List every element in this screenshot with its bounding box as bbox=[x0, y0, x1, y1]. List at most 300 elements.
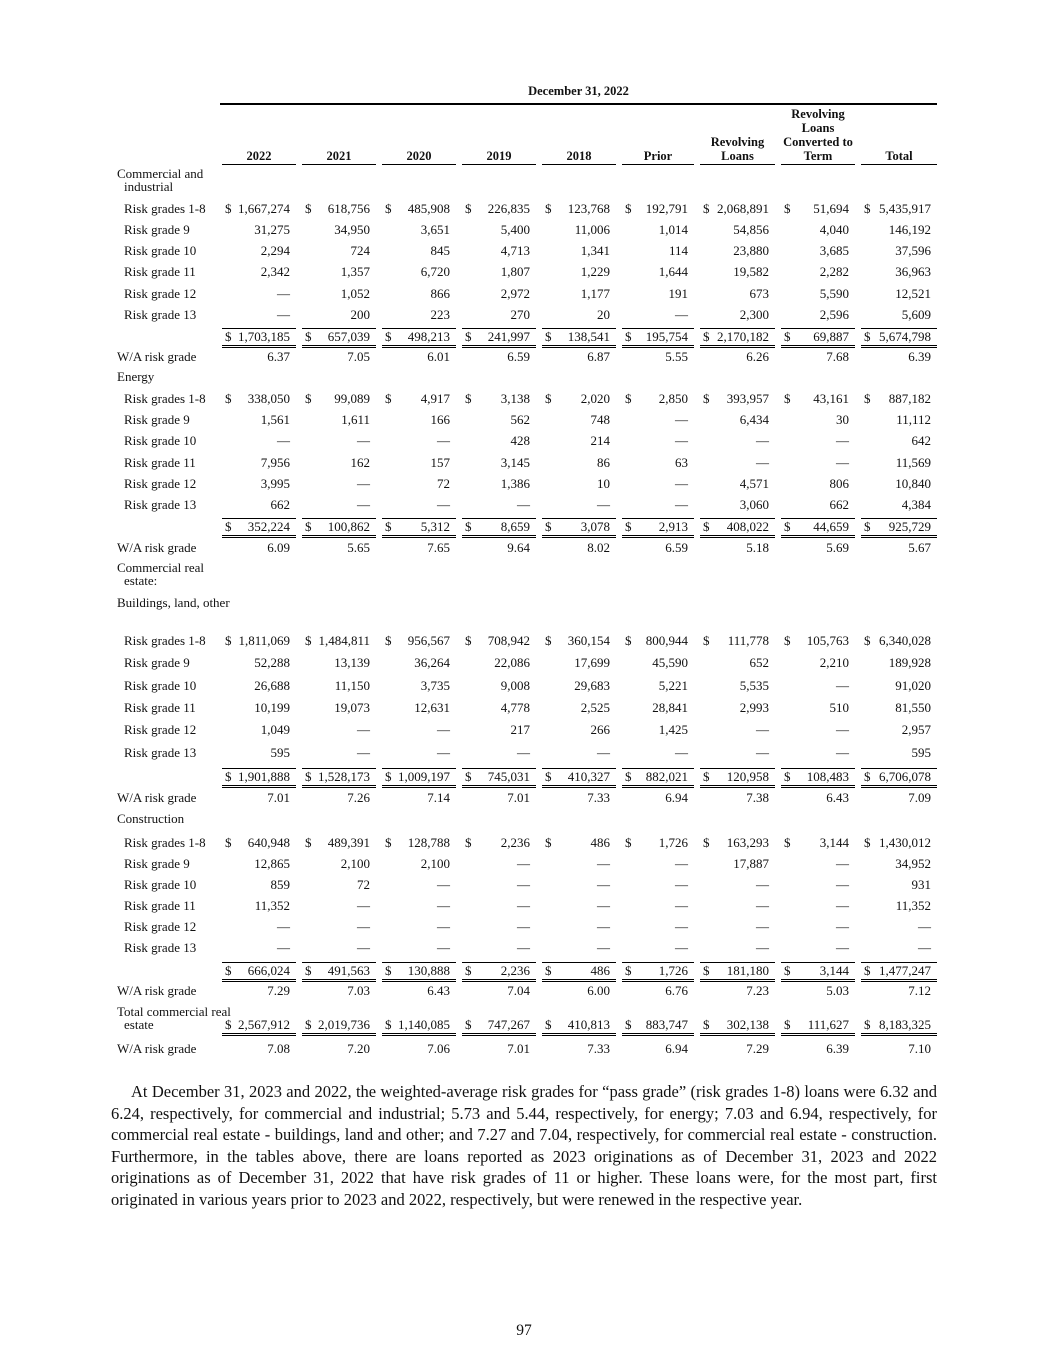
table-cell bbox=[622, 286, 694, 302]
table-cell bbox=[302, 328, 376, 348]
dollar-sign: $ bbox=[225, 963, 232, 978]
cell-value: 7.01 bbox=[507, 1041, 530, 1056]
table-cell bbox=[462, 790, 536, 806]
table-cell bbox=[700, 678, 775, 694]
dollar-sign: $ bbox=[703, 201, 710, 216]
cell-value: — bbox=[517, 919, 530, 934]
cell-value: — bbox=[675, 433, 688, 448]
cell-value: — bbox=[437, 745, 450, 760]
cell-value: 2,210 bbox=[819, 655, 849, 670]
table-cell bbox=[382, 497, 456, 513]
table-cell bbox=[302, 919, 376, 935]
table-cell bbox=[700, 1041, 775, 1057]
table-cell bbox=[222, 518, 296, 538]
cell-value: 7.08 bbox=[267, 1041, 290, 1056]
cell-value: 1,009,197 bbox=[398, 769, 450, 784]
cell-value: — bbox=[756, 940, 769, 955]
cell-value: — bbox=[675, 497, 688, 512]
dollar-sign: $ bbox=[784, 769, 791, 784]
table-cell bbox=[700, 243, 775, 259]
cell-value: — bbox=[357, 722, 370, 737]
dollar-sign: $ bbox=[864, 391, 871, 406]
table-cell bbox=[700, 745, 775, 761]
table-cell bbox=[462, 700, 536, 716]
cell-value: 5.18 bbox=[746, 540, 769, 555]
table-cell bbox=[861, 700, 937, 716]
table-cell bbox=[700, 201, 775, 217]
table-cell bbox=[542, 940, 616, 956]
table-cell bbox=[781, 1017, 855, 1036]
cell-value: 2,850 bbox=[658, 391, 688, 406]
row-label: Risk grade 11 bbox=[124, 455, 196, 470]
dollar-sign: $ bbox=[545, 329, 552, 344]
cell-value: 17,887 bbox=[733, 856, 769, 871]
table-cell bbox=[781, 983, 855, 999]
table-cell bbox=[781, 1041, 855, 1057]
cell-value: 2,294 bbox=[260, 243, 290, 258]
table-cell bbox=[700, 877, 775, 893]
cell-value: 6.00 bbox=[587, 983, 610, 998]
cell-value: 44,659 bbox=[813, 519, 849, 534]
cell-value: 192,791 bbox=[645, 201, 688, 216]
table-cell bbox=[861, 835, 937, 851]
table-cell bbox=[462, 962, 536, 982]
cell-value: 6,720 bbox=[420, 264, 450, 279]
cell-value: — bbox=[517, 497, 530, 512]
dollar-sign: $ bbox=[385, 769, 392, 784]
table-cell bbox=[861, 476, 937, 492]
cell-value: 1,052 bbox=[340, 286, 370, 301]
row-label: Construction bbox=[117, 811, 185, 826]
cell-value: 2,068,891 bbox=[717, 201, 769, 216]
cell-value: 114 bbox=[668, 243, 688, 258]
cell-value: 17,699 bbox=[574, 655, 610, 670]
table-cell bbox=[542, 745, 616, 761]
dollar-sign: $ bbox=[465, 633, 472, 648]
table-cell bbox=[622, 518, 694, 538]
table-cell bbox=[622, 201, 694, 217]
dollar-sign: $ bbox=[305, 329, 312, 344]
table-cell bbox=[861, 307, 937, 323]
table-cell bbox=[781, 835, 855, 851]
cell-value: — bbox=[756, 722, 769, 737]
cell-value: 30 bbox=[836, 412, 849, 427]
cell-value: 8.02 bbox=[587, 540, 610, 555]
table-cell bbox=[542, 243, 616, 259]
cell-value: 7.14 bbox=[427, 790, 450, 805]
table-cell bbox=[542, 983, 616, 999]
cell-value: 5.67 bbox=[908, 540, 931, 555]
cell-value: 595 bbox=[911, 745, 931, 760]
cell-value: 302,138 bbox=[726, 1017, 769, 1032]
table-cell bbox=[462, 1017, 536, 1036]
column-header-label: Prior bbox=[622, 149, 694, 165]
cell-value: 99,089 bbox=[334, 391, 370, 406]
cell-value: 26,688 bbox=[254, 678, 290, 693]
cell-value: 595 bbox=[270, 745, 290, 760]
cell-value: — bbox=[836, 940, 849, 955]
row-label: Commercial and industrial bbox=[117, 166, 204, 194]
dollar-sign: $ bbox=[864, 633, 871, 648]
table-cell bbox=[542, 1017, 616, 1036]
dollar-sign: $ bbox=[225, 519, 232, 534]
cell-value: 883,747 bbox=[645, 1017, 688, 1032]
table-cell bbox=[781, 476, 855, 492]
cell-value: — bbox=[836, 877, 849, 892]
table-cell bbox=[700, 1017, 775, 1036]
cell-value: — bbox=[756, 877, 769, 892]
dollar-sign: $ bbox=[625, 391, 632, 406]
table-cell bbox=[781, 856, 855, 872]
cell-value: 666,024 bbox=[247, 963, 290, 978]
cell-value: 91,020 bbox=[895, 678, 931, 693]
cell-value: 925,729 bbox=[888, 519, 931, 534]
table-cell bbox=[382, 898, 456, 914]
cell-value: — bbox=[836, 919, 849, 934]
row-label: Risk grade 9 bbox=[124, 655, 190, 670]
cell-value: 2,236 bbox=[500, 963, 530, 978]
dollar-sign: $ bbox=[465, 835, 472, 850]
table-cell bbox=[622, 1017, 694, 1036]
table-cell bbox=[462, 678, 536, 694]
dollar-sign: $ bbox=[465, 201, 472, 216]
dollar-sign: $ bbox=[625, 769, 632, 784]
table-cell bbox=[222, 700, 296, 716]
cell-value: 6.76 bbox=[665, 983, 688, 998]
table-cell bbox=[700, 455, 775, 471]
cell-value: 191 bbox=[668, 286, 688, 301]
table-cell bbox=[462, 745, 536, 761]
table-cell bbox=[781, 678, 855, 694]
cell-value: 29,683 bbox=[574, 678, 610, 693]
table-cell bbox=[622, 919, 694, 935]
cell-value: 3,685 bbox=[819, 243, 849, 258]
table-cell bbox=[382, 633, 456, 649]
dollar-sign: $ bbox=[305, 835, 312, 850]
table-cell bbox=[382, 518, 456, 538]
table-cell bbox=[542, 455, 616, 471]
row-label: W/A risk grade bbox=[117, 983, 197, 998]
cell-value: 4,917 bbox=[420, 391, 450, 406]
table-cell bbox=[542, 655, 616, 671]
dollar-sign: $ bbox=[225, 769, 232, 784]
cell-value: 128,788 bbox=[407, 835, 450, 850]
cell-value: 7,956 bbox=[260, 455, 290, 470]
cell-value: 4,040 bbox=[819, 222, 849, 237]
cell-value: 2,913 bbox=[658, 519, 688, 534]
row-label: Risk grades 1-8 bbox=[124, 835, 206, 850]
table-cell bbox=[622, 790, 694, 806]
table-cell bbox=[542, 700, 616, 716]
cell-value: 640,948 bbox=[247, 835, 290, 850]
cell-value: 931 bbox=[911, 877, 931, 892]
table-cell bbox=[861, 919, 937, 935]
row-label: W/A risk grade bbox=[117, 349, 197, 364]
table-cell bbox=[462, 655, 536, 671]
cell-value: 166 bbox=[430, 412, 450, 427]
table-cell bbox=[542, 722, 616, 738]
cell-value: 662 bbox=[270, 497, 290, 512]
cell-value: 6.59 bbox=[507, 349, 530, 364]
cell-value: 748 bbox=[590, 412, 610, 427]
table-cell bbox=[622, 983, 694, 999]
table-cell bbox=[700, 768, 775, 788]
table-cell bbox=[222, 286, 296, 302]
cell-value: 189,928 bbox=[888, 655, 931, 670]
table-cell bbox=[622, 243, 694, 259]
cell-value: 123,768 bbox=[567, 201, 610, 216]
row-label: Risk grade 13 bbox=[124, 307, 197, 322]
table-cell bbox=[382, 877, 456, 893]
cell-value: 7.23 bbox=[746, 983, 769, 998]
cell-value: — bbox=[756, 745, 769, 760]
cell-value: 2,525 bbox=[580, 700, 610, 715]
dollar-sign: $ bbox=[385, 329, 392, 344]
table-cell bbox=[542, 678, 616, 694]
table-cell bbox=[222, 540, 296, 556]
cell-value: 270 bbox=[510, 307, 530, 322]
cell-value: 241,997 bbox=[487, 329, 530, 344]
cell-value: 6.43 bbox=[427, 983, 450, 998]
cell-value: 146,192 bbox=[888, 222, 931, 237]
dollar-sign: $ bbox=[625, 835, 632, 850]
cell-value: 3,651 bbox=[420, 222, 450, 237]
column-header bbox=[222, 105, 296, 165]
table-cell bbox=[302, 768, 376, 788]
table-cell bbox=[542, 412, 616, 428]
dollar-sign: $ bbox=[545, 519, 552, 534]
table-cell bbox=[462, 877, 536, 893]
cell-value: 162 bbox=[350, 455, 370, 470]
table-cell bbox=[222, 349, 296, 365]
cell-value: 2,282 bbox=[819, 264, 849, 279]
table-cell bbox=[861, 391, 937, 407]
table-cell bbox=[302, 790, 376, 806]
cell-value: — bbox=[517, 940, 530, 955]
dollar-sign: $ bbox=[545, 633, 552, 648]
table-cell bbox=[622, 700, 694, 716]
dollar-sign: $ bbox=[784, 201, 791, 216]
table-cell bbox=[382, 700, 456, 716]
cell-value: 7.33 bbox=[587, 1041, 610, 1056]
table-cell bbox=[861, 433, 937, 449]
table-cell bbox=[622, 962, 694, 982]
table-cell bbox=[462, 540, 536, 556]
table-cell bbox=[382, 655, 456, 671]
table-cell bbox=[861, 243, 937, 259]
cell-value: 882,021 bbox=[645, 769, 688, 784]
cell-value: 1,807 bbox=[500, 264, 530, 279]
cell-value: 5,590 bbox=[819, 286, 849, 301]
cell-value: 5,435,917 bbox=[879, 201, 931, 216]
table-cell bbox=[222, 722, 296, 738]
table-cell bbox=[542, 497, 616, 513]
cell-value: 5.69 bbox=[826, 540, 849, 555]
cell-value: 28,841 bbox=[652, 700, 688, 715]
table-cell bbox=[302, 678, 376, 694]
cell-value: — bbox=[836, 678, 849, 693]
table-cell bbox=[781, 655, 855, 671]
table-cell bbox=[302, 940, 376, 956]
cell-value: 485,908 bbox=[407, 201, 450, 216]
cell-value: 800,944 bbox=[645, 633, 688, 648]
cell-value: — bbox=[836, 722, 849, 737]
cell-value: 6.01 bbox=[427, 349, 450, 364]
cell-value: 63 bbox=[675, 455, 688, 470]
table-cell bbox=[302, 1017, 376, 1036]
cell-value: 4,384 bbox=[901, 497, 931, 512]
cell-value: 1,425 bbox=[658, 722, 688, 737]
cell-value: 163,293 bbox=[726, 835, 769, 850]
cell-value: 618,756 bbox=[327, 201, 370, 216]
table-cell bbox=[781, 940, 855, 956]
cell-value: 81,550 bbox=[895, 700, 931, 715]
table-cell bbox=[302, 1041, 376, 1057]
cell-value: 45,590 bbox=[652, 655, 688, 670]
table-cell bbox=[622, 856, 694, 872]
table-cell bbox=[861, 940, 937, 956]
table-cell bbox=[700, 286, 775, 302]
cell-value: — bbox=[675, 476, 688, 491]
table-cell bbox=[222, 655, 296, 671]
table-cell bbox=[382, 1041, 456, 1057]
table-cell bbox=[861, 264, 937, 280]
cell-value: — bbox=[517, 898, 530, 913]
cell-value: 1,811,069 bbox=[238, 633, 290, 648]
dollar-sign: $ bbox=[864, 835, 871, 850]
cell-value: 7.68 bbox=[826, 349, 849, 364]
cell-value: 956,567 bbox=[407, 633, 450, 648]
cell-value: — bbox=[357, 433, 370, 448]
column-header bbox=[861, 105, 937, 165]
column-header-label: Revolving Loans Converted to Term bbox=[781, 107, 855, 165]
table-cell bbox=[781, 722, 855, 738]
table-cell bbox=[302, 898, 376, 914]
table-cell bbox=[302, 497, 376, 513]
dollar-sign: $ bbox=[305, 963, 312, 978]
table-cell bbox=[382, 983, 456, 999]
table-cell bbox=[222, 962, 296, 982]
dollar-sign: $ bbox=[703, 769, 710, 784]
cell-value: — bbox=[437, 940, 450, 955]
table-cell bbox=[222, 497, 296, 513]
table-cell bbox=[861, 962, 937, 982]
table-cell bbox=[622, 768, 694, 788]
column-header-label: Revolving Loans bbox=[700, 135, 775, 165]
table-cell bbox=[781, 222, 855, 238]
dollar-sign: $ bbox=[305, 1017, 312, 1032]
dollar-sign: $ bbox=[625, 519, 632, 534]
table-cell bbox=[462, 856, 536, 872]
cell-value: 2,170,182 bbox=[717, 329, 769, 344]
table-cell bbox=[861, 722, 937, 738]
cell-value: 19,073 bbox=[334, 700, 370, 715]
cell-value: — bbox=[597, 497, 610, 512]
dollar-sign: $ bbox=[545, 963, 552, 978]
table-cell bbox=[781, 540, 855, 556]
table-cell bbox=[861, 983, 937, 999]
cell-value: 5.65 bbox=[347, 540, 370, 555]
row-label: Risk grade 13 bbox=[124, 745, 197, 760]
dollar-sign: $ bbox=[385, 201, 392, 216]
row-label: Risk grade 11 bbox=[124, 898, 196, 913]
dollar-sign: $ bbox=[784, 633, 791, 648]
table-cell bbox=[622, 222, 694, 238]
table-cell bbox=[382, 790, 456, 806]
table-cell bbox=[700, 476, 775, 492]
cell-value: 6.39 bbox=[826, 1041, 849, 1056]
cell-value: 5.03 bbox=[826, 983, 849, 998]
cell-value: — bbox=[277, 433, 290, 448]
cell-value: — bbox=[836, 898, 849, 913]
table-cell bbox=[222, 264, 296, 280]
table-cell bbox=[302, 540, 376, 556]
cell-value: 2,236 bbox=[500, 835, 530, 850]
cell-value: 200 bbox=[350, 307, 370, 322]
cell-value: 2,567,912 bbox=[238, 1017, 290, 1032]
row-label: Risk grades 1-8 bbox=[124, 201, 206, 216]
cell-value: 486 bbox=[590, 963, 610, 978]
cell-value: 13,139 bbox=[334, 655, 370, 670]
table-cell bbox=[622, 655, 694, 671]
table-cell bbox=[861, 286, 937, 302]
cell-value: — bbox=[437, 433, 450, 448]
cell-value: 1,049 bbox=[260, 722, 290, 737]
table-cell bbox=[542, 633, 616, 649]
cell-value: 22,086 bbox=[494, 655, 530, 670]
table-cell bbox=[700, 856, 775, 872]
dollar-sign: $ bbox=[703, 835, 710, 850]
table-cell bbox=[302, 412, 376, 428]
table-cell bbox=[462, 264, 536, 280]
cell-value: 352,224 bbox=[247, 519, 290, 534]
table-cell bbox=[781, 328, 855, 348]
table-cell bbox=[781, 898, 855, 914]
table-cell bbox=[861, 455, 937, 471]
cell-value: — bbox=[756, 455, 769, 470]
cell-value: 72 bbox=[437, 476, 450, 491]
cell-value: 510 bbox=[829, 700, 849, 715]
table-cell bbox=[222, 307, 296, 323]
row-label: Risk grade 10 bbox=[124, 678, 197, 693]
table-cell bbox=[700, 983, 775, 999]
table-cell bbox=[781, 349, 855, 365]
table-cell bbox=[700, 328, 775, 348]
table-cell bbox=[462, 983, 536, 999]
table-cell bbox=[222, 678, 296, 694]
column-header-label: 2020 bbox=[382, 149, 456, 165]
table-cell bbox=[462, 919, 536, 935]
cell-value: 866 bbox=[430, 286, 450, 301]
cell-value: 2,972 bbox=[500, 286, 530, 301]
table-cell bbox=[222, 856, 296, 872]
table-cell bbox=[302, 391, 376, 407]
table-cell bbox=[302, 856, 376, 872]
table-cell bbox=[382, 835, 456, 851]
dollar-sign: $ bbox=[784, 519, 791, 534]
dollar-sign: $ bbox=[545, 391, 552, 406]
table-cell bbox=[781, 455, 855, 471]
cell-value: 3,078 bbox=[580, 519, 610, 534]
table-cell bbox=[781, 201, 855, 217]
table-cell bbox=[302, 243, 376, 259]
cell-value: 1,528,173 bbox=[318, 769, 370, 784]
table-cell bbox=[861, 1041, 937, 1057]
cell-value: 1,430,012 bbox=[879, 835, 931, 850]
table-period-header: December 31, 2022 bbox=[220, 84, 937, 105]
cell-value: — bbox=[597, 898, 610, 913]
row-label: Risk grade 12 bbox=[124, 919, 197, 934]
